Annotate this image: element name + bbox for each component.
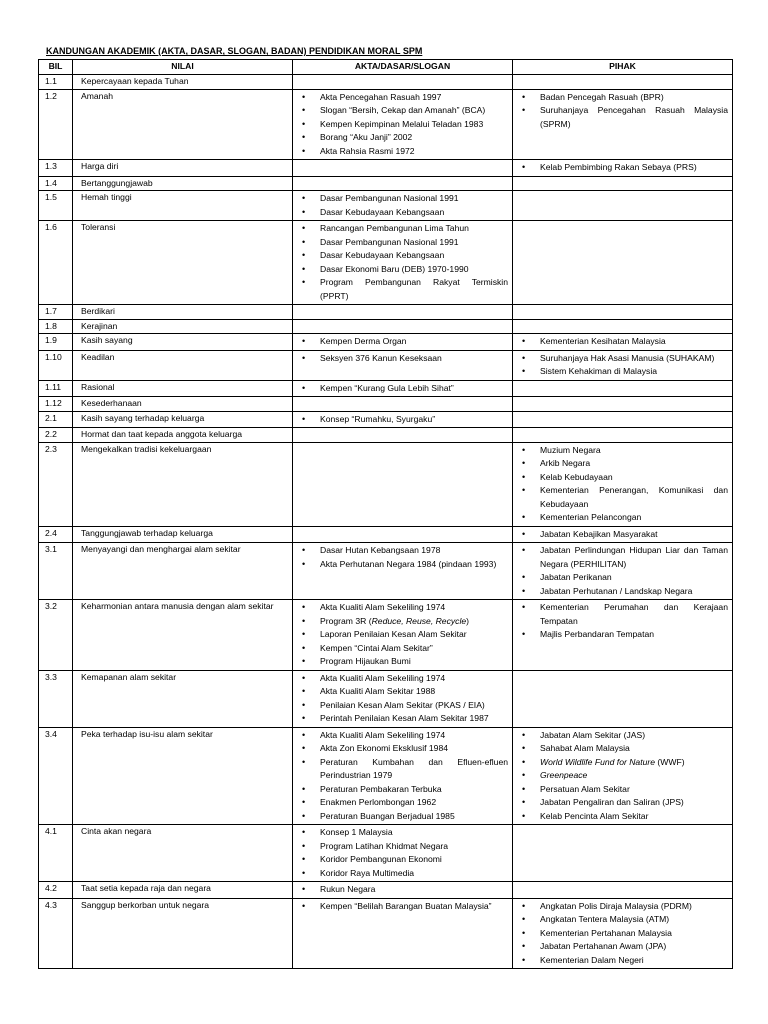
table-row	[39, 221, 733, 305]
cell-pihak	[513, 727, 733, 825]
list-item: • Jabatan Perikanan	[517, 571, 728, 585]
cell-akta	[293, 442, 513, 526]
list-item: • Dasar Kebudayaan Kebangsaan	[297, 249, 508, 263]
cell-bil: 1.7	[39, 305, 73, 320]
cell-pihak	[513, 397, 733, 412]
cell-bil: 4.2	[39, 882, 73, 899]
cell-akta	[293, 526, 513, 543]
cell-pihak	[513, 334, 733, 351]
akta-list	[297, 899, 508, 915]
list-item: • Peraturan Buangan Berjadual 1985	[297, 810, 508, 824]
table-row	[39, 727, 733, 825]
list-item: • Akta Perhutanan Negara 1984 (pindaan 1993)	[297, 558, 508, 572]
pihak-list	[517, 160, 728, 176]
cell-bil: 1.11	[39, 380, 73, 397]
list-item: • Program Pembangunan Rakyat Termiskin (PPRT)	[297, 276, 508, 303]
list-item: • Slogan “Bersih, Cekap dan Amanah” (BCA)	[297, 104, 508, 118]
pihak-list	[517, 899, 728, 969]
list-item: • Jabatan Perhutanan / Landskap Negara	[517, 585, 728, 599]
cell-akta	[293, 176, 513, 191]
cell-akta	[293, 350, 513, 380]
cell-nilai: Amanah	[73, 89, 293, 160]
cell-akta	[293, 319, 513, 334]
pihak-list	[517, 527, 728, 543]
table-row	[39, 89, 733, 160]
cell-akta	[293, 600, 513, 671]
list-item: • Akta Kualiti Alam Sekeliling 1974	[297, 601, 508, 615]
list-item: • Seksyen 376 Kanun Keseksaan	[297, 352, 508, 366]
cell-akta	[293, 898, 513, 969]
cell-pihak	[513, 89, 733, 160]
list-item: • Kelab Pencinta Alam Sekitar	[517, 810, 728, 824]
cell-bil: 2.2	[39, 428, 73, 443]
cell-nilai: Rasional	[73, 380, 293, 397]
list-item: • Rancangan Pembangunan Lima Tahun	[297, 222, 508, 236]
table-row	[39, 442, 733, 526]
list-item: • Akta Zon Ekonomi Eksklusif 1984	[297, 742, 508, 756]
cell-nilai: Bertanggungjawab	[73, 176, 293, 191]
akta-list	[297, 221, 508, 304]
list-item: • Muzium Negara	[517, 444, 728, 458]
pihak-list	[517, 334, 728, 350]
list-item: • Peraturan Kumbahan dan Efluen-efluen Perindustrian 1979	[297, 756, 508, 783]
cell-pihak	[513, 350, 733, 380]
cell-pihak	[513, 305, 733, 320]
cell-akta	[293, 89, 513, 160]
table-row	[39, 191, 733, 221]
akta-list	[297, 334, 508, 350]
list-item: • Perintah Penilaian Kesan Alam Sekitar 1987	[297, 712, 508, 726]
akta-list	[297, 882, 508, 898]
table-row	[39, 350, 733, 380]
cell-nilai: Kepercayaan kepada Tuhan	[73, 75, 293, 90]
table-row	[39, 600, 733, 671]
table-row	[39, 380, 733, 397]
cell-bil: 1.9	[39, 334, 73, 351]
akta-list	[297, 671, 508, 727]
list-item: • Jabatan Pengaliran dan Saliran (JPS)	[517, 796, 728, 810]
table-row	[39, 334, 733, 351]
list-item: • Borang “Aku Janji” 2002	[297, 131, 508, 145]
table-row	[39, 543, 733, 600]
cell-bil: 4.1	[39, 825, 73, 882]
list-item: • Greenpeace	[517, 769, 728, 783]
cell-bil: 1.3	[39, 160, 73, 177]
list-item: • Sahabat Alam Malaysia	[517, 742, 728, 756]
cell-pihak	[513, 221, 733, 305]
cell-nilai: Tanggungjawab terhadap keluarga	[73, 526, 293, 543]
cell-akta	[293, 670, 513, 727]
list-item: • Majlis Perbandaran Tempatan	[517, 628, 728, 642]
table-body	[39, 75, 733, 969]
table-row	[39, 397, 733, 412]
cell-akta	[293, 160, 513, 177]
cell-bil: 3.3	[39, 670, 73, 727]
cell-akta	[293, 305, 513, 320]
list-item: • Peraturan Pembakaran Terbuka	[297, 783, 508, 797]
akta-list	[297, 600, 508, 670]
list-item: • Dasar Pembangunan Nasional 1991	[297, 236, 508, 250]
cell-bil: 1.1	[39, 75, 73, 90]
list-item: • Kementerian Perumahan dan Kerajaan Tempatan	[517, 601, 728, 628]
list-item: • Dasar Hutan Kebangsaan 1978	[297, 544, 508, 558]
cell-nilai: Hormat dan taat kepada anggota keluarga	[73, 428, 293, 443]
akta-list	[297, 412, 508, 428]
cell-pihak	[513, 543, 733, 600]
list-item: • Kementerian Dalam Negeri	[517, 954, 728, 968]
list-item: • Kelab Pembimbing Rakan Sebaya (PRS)	[517, 161, 728, 175]
list-item: • Jabatan Perlindungan Hidupan Liar dan Taman Negara (PERHILITAN)	[517, 544, 728, 571]
cell-bil: 1.12	[39, 397, 73, 412]
pihak-list	[517, 90, 728, 133]
cell-pihak	[513, 442, 733, 526]
table-row	[39, 305, 733, 320]
table-row	[39, 319, 733, 334]
list-item: • Angkatan Tentera Malaysia (ATM)	[517, 913, 728, 927]
cell-bil: 3.1	[39, 543, 73, 600]
list-item: • Akta Pencegahan Rasuah 1997	[297, 91, 508, 105]
akta-list	[297, 825, 508, 881]
cell-pihak	[513, 160, 733, 177]
list-item: • Kempen Kepimpinan Melalui Teladan 1983	[297, 118, 508, 132]
table-row	[39, 411, 733, 428]
cell-pihak	[513, 176, 733, 191]
cell-bil: 1.10	[39, 350, 73, 380]
list-item: • Kempen “Cintai Alam Sekitar”	[297, 642, 508, 656]
list-item: • Rukun Negara	[297, 883, 508, 897]
table-row	[39, 428, 733, 443]
akta-list	[297, 381, 508, 397]
cell-nilai: Peka terhadap isu-isu alam sekitar	[73, 727, 293, 825]
list-item: • Akta Rahsia Rasmi 1972	[297, 145, 508, 159]
list-item: • Akta Kualiti Alam Sekeliling 1974	[297, 729, 508, 743]
akta-list	[297, 90, 508, 160]
cell-nilai: Toleransi	[73, 221, 293, 305]
table-header-row	[39, 60, 733, 75]
table-row	[39, 670, 733, 727]
cell-akta	[293, 428, 513, 443]
list-item: • Dasar Kebudayaan Kebangsaan	[297, 206, 508, 220]
table-row	[39, 825, 733, 882]
cell-nilai: Kerajinan	[73, 319, 293, 334]
cell-nilai: Mengekalkan tradisi kekeluargaan	[73, 442, 293, 526]
list-item: • Kelab Kebudayaan	[517, 471, 728, 485]
cell-pihak	[513, 428, 733, 443]
cell-nilai: Keharmonian antara manusia dengan alam sekitar	[73, 600, 293, 671]
list-item: • Enakmen Perlombongan 1962	[297, 796, 508, 810]
cell-pihak	[513, 526, 733, 543]
cell-pihak	[513, 898, 733, 969]
list-item: • Suruhanjaya Pencegahan Rasuah Malaysia (SPRM)	[517, 104, 728, 131]
cell-pihak	[513, 319, 733, 334]
cell-bil: 2.1	[39, 411, 73, 428]
cell-akta	[293, 380, 513, 397]
table-row	[39, 898, 733, 969]
cell-nilai: Menyayangi dan menghargai alam sekitar	[73, 543, 293, 600]
list-item: • Kementerian Kesihatan Malaysia	[517, 335, 728, 349]
list-item: • Akta Kualiti Alam Sekitar 1988	[297, 685, 508, 699]
cell-pihak	[513, 411, 733, 428]
cell-nilai: Kemapanan alam sekitar	[73, 670, 293, 727]
pihak-list	[517, 351, 728, 380]
list-item: • Dasar Pembangunan Nasional 1991	[297, 192, 508, 206]
list-item: • Koridor Pembangunan Ekonomi	[297, 853, 508, 867]
akta-list	[297, 543, 508, 572]
list-item: • Koridor Raya Multimedia	[297, 867, 508, 881]
header-nilai: NILAI	[73, 60, 293, 75]
list-item: • Laporan Penilaian Kesan Alam Sekitar	[297, 628, 508, 642]
document-page	[38, 46, 732, 969]
list-item: • Program Hijaukan Bumi	[297, 655, 508, 669]
list-item: • Kementerian Pelancongan	[517, 511, 728, 525]
cell-pihak	[513, 380, 733, 397]
list-item: • Angkatan Polis Diraja Malaysia (PDRM)	[517, 900, 728, 914]
cell-nilai: Kasih sayang terhadap keluarga	[73, 411, 293, 428]
cell-bil: 4.3	[39, 898, 73, 969]
akta-list	[297, 191, 508, 220]
header-akta: AKTA/DASAR/SLOGAN	[293, 60, 513, 75]
cell-akta	[293, 334, 513, 351]
list-item: • Sistem Kehakiman di Malaysia	[517, 365, 728, 379]
cell-akta	[293, 411, 513, 428]
cell-bil: 1.4	[39, 176, 73, 191]
cell-akta	[293, 221, 513, 305]
list-item: • Kempen Derma Organ	[297, 335, 508, 349]
cell-nilai: Sanggup berkorban untuk negara	[73, 898, 293, 969]
cell-pihak	[513, 882, 733, 899]
list-item: • Penilaian Kesan Alam Sekitar (PKAS / EIA)	[297, 699, 508, 713]
header-pihak: PIHAK	[513, 60, 733, 75]
pihak-list	[517, 543, 728, 599]
list-item: • Program 3R (Reduce, Reuse, Recycle)	[297, 615, 508, 629]
cell-bil: 1.2	[39, 89, 73, 160]
list-item: • Kementerian Penerangan, Komunikasi dan Kebudayaan	[517, 484, 728, 511]
cell-nilai: Keadilan	[73, 350, 293, 380]
pihak-list	[517, 728, 728, 825]
akta-list	[297, 351, 508, 367]
list-item: • Persatuan Alam Sekitar	[517, 783, 728, 797]
table-row	[39, 526, 733, 543]
cell-bil: 1.5	[39, 191, 73, 221]
list-item: • Arkib Negara	[517, 457, 728, 471]
list-item: • Jabatan Pertahanan Awam (JPA)	[517, 940, 728, 954]
cell-pihak	[513, 600, 733, 671]
list-item: • Dasar Ekonomi Baru (DEB) 1970-1990	[297, 263, 508, 277]
cell-nilai: Kesederhanaan	[73, 397, 293, 412]
pihak-list	[517, 443, 728, 526]
content-table	[38, 59, 733, 969]
cell-nilai: Cinta akan negara	[73, 825, 293, 882]
list-item: • Jabatan Kebajikan Masyarakat	[517, 528, 728, 542]
table-row	[39, 160, 733, 177]
table-row	[39, 882, 733, 899]
list-item: • World Wildlife Fund for Nature (WWF)	[517, 756, 728, 770]
cell-bil: 1.8	[39, 319, 73, 334]
list-item: • Kempen “Belilah Barangan Buatan Malaysia”	[297, 900, 508, 914]
list-item: • Jabatan Alam Sekitar (JAS)	[517, 729, 728, 743]
cell-bil: 3.2	[39, 600, 73, 671]
list-item: • Konsep “Rumahku, Syurgaku”	[297, 413, 508, 427]
cell-nilai: Berdikari	[73, 305, 293, 320]
list-item: • Konsep 1 Malaysia	[297, 826, 508, 840]
cell-nilai: Kasih sayang	[73, 334, 293, 351]
table-row	[39, 75, 733, 90]
cell-nilai: Harga diri	[73, 160, 293, 177]
pihak-list	[517, 600, 728, 643]
list-item: • Kempen “Kurang Gula Lebih Sihat”	[297, 382, 508, 396]
list-item: • Akta Kualiti Alam Sekeliling 1974	[297, 672, 508, 686]
cell-pihak	[513, 825, 733, 882]
cell-akta	[293, 825, 513, 882]
list-item: • Program Latihan Khidmat Negara	[297, 840, 508, 854]
cell-nilai: Hemah tinggi	[73, 191, 293, 221]
cell-akta	[293, 75, 513, 90]
header-bil: BIL	[39, 60, 73, 75]
cell-nilai: Taat setia kepada raja dan negara	[73, 882, 293, 899]
cell-pihak	[513, 75, 733, 90]
cell-bil: 2.3	[39, 442, 73, 526]
cell-pihak	[513, 191, 733, 221]
cell-akta	[293, 882, 513, 899]
cell-bil: 2.4	[39, 526, 73, 543]
document-title: KANDUNGAN AKADEMIK (AKTA, DASAR, SLOGAN, BADAN) PENDIDIKAN MORAL SPM	[46, 46, 423, 56]
list-item: • Kementerian Pertahanan Malaysia	[517, 927, 728, 941]
cell-akta	[293, 543, 513, 600]
cell-bil: 1.6	[39, 221, 73, 305]
list-item: • Suruhanjaya Hak Asasi Manusia (SUHAKAM)	[517, 352, 728, 366]
cell-akta	[293, 397, 513, 412]
table-row	[39, 176, 733, 191]
list-item: • Badan Pencegah Rasuah (BPR)	[517, 91, 728, 105]
cell-bil: 3.4	[39, 727, 73, 825]
akta-list	[297, 728, 508, 825]
cell-pihak	[513, 670, 733, 727]
cell-akta	[293, 727, 513, 825]
cell-akta	[293, 191, 513, 221]
